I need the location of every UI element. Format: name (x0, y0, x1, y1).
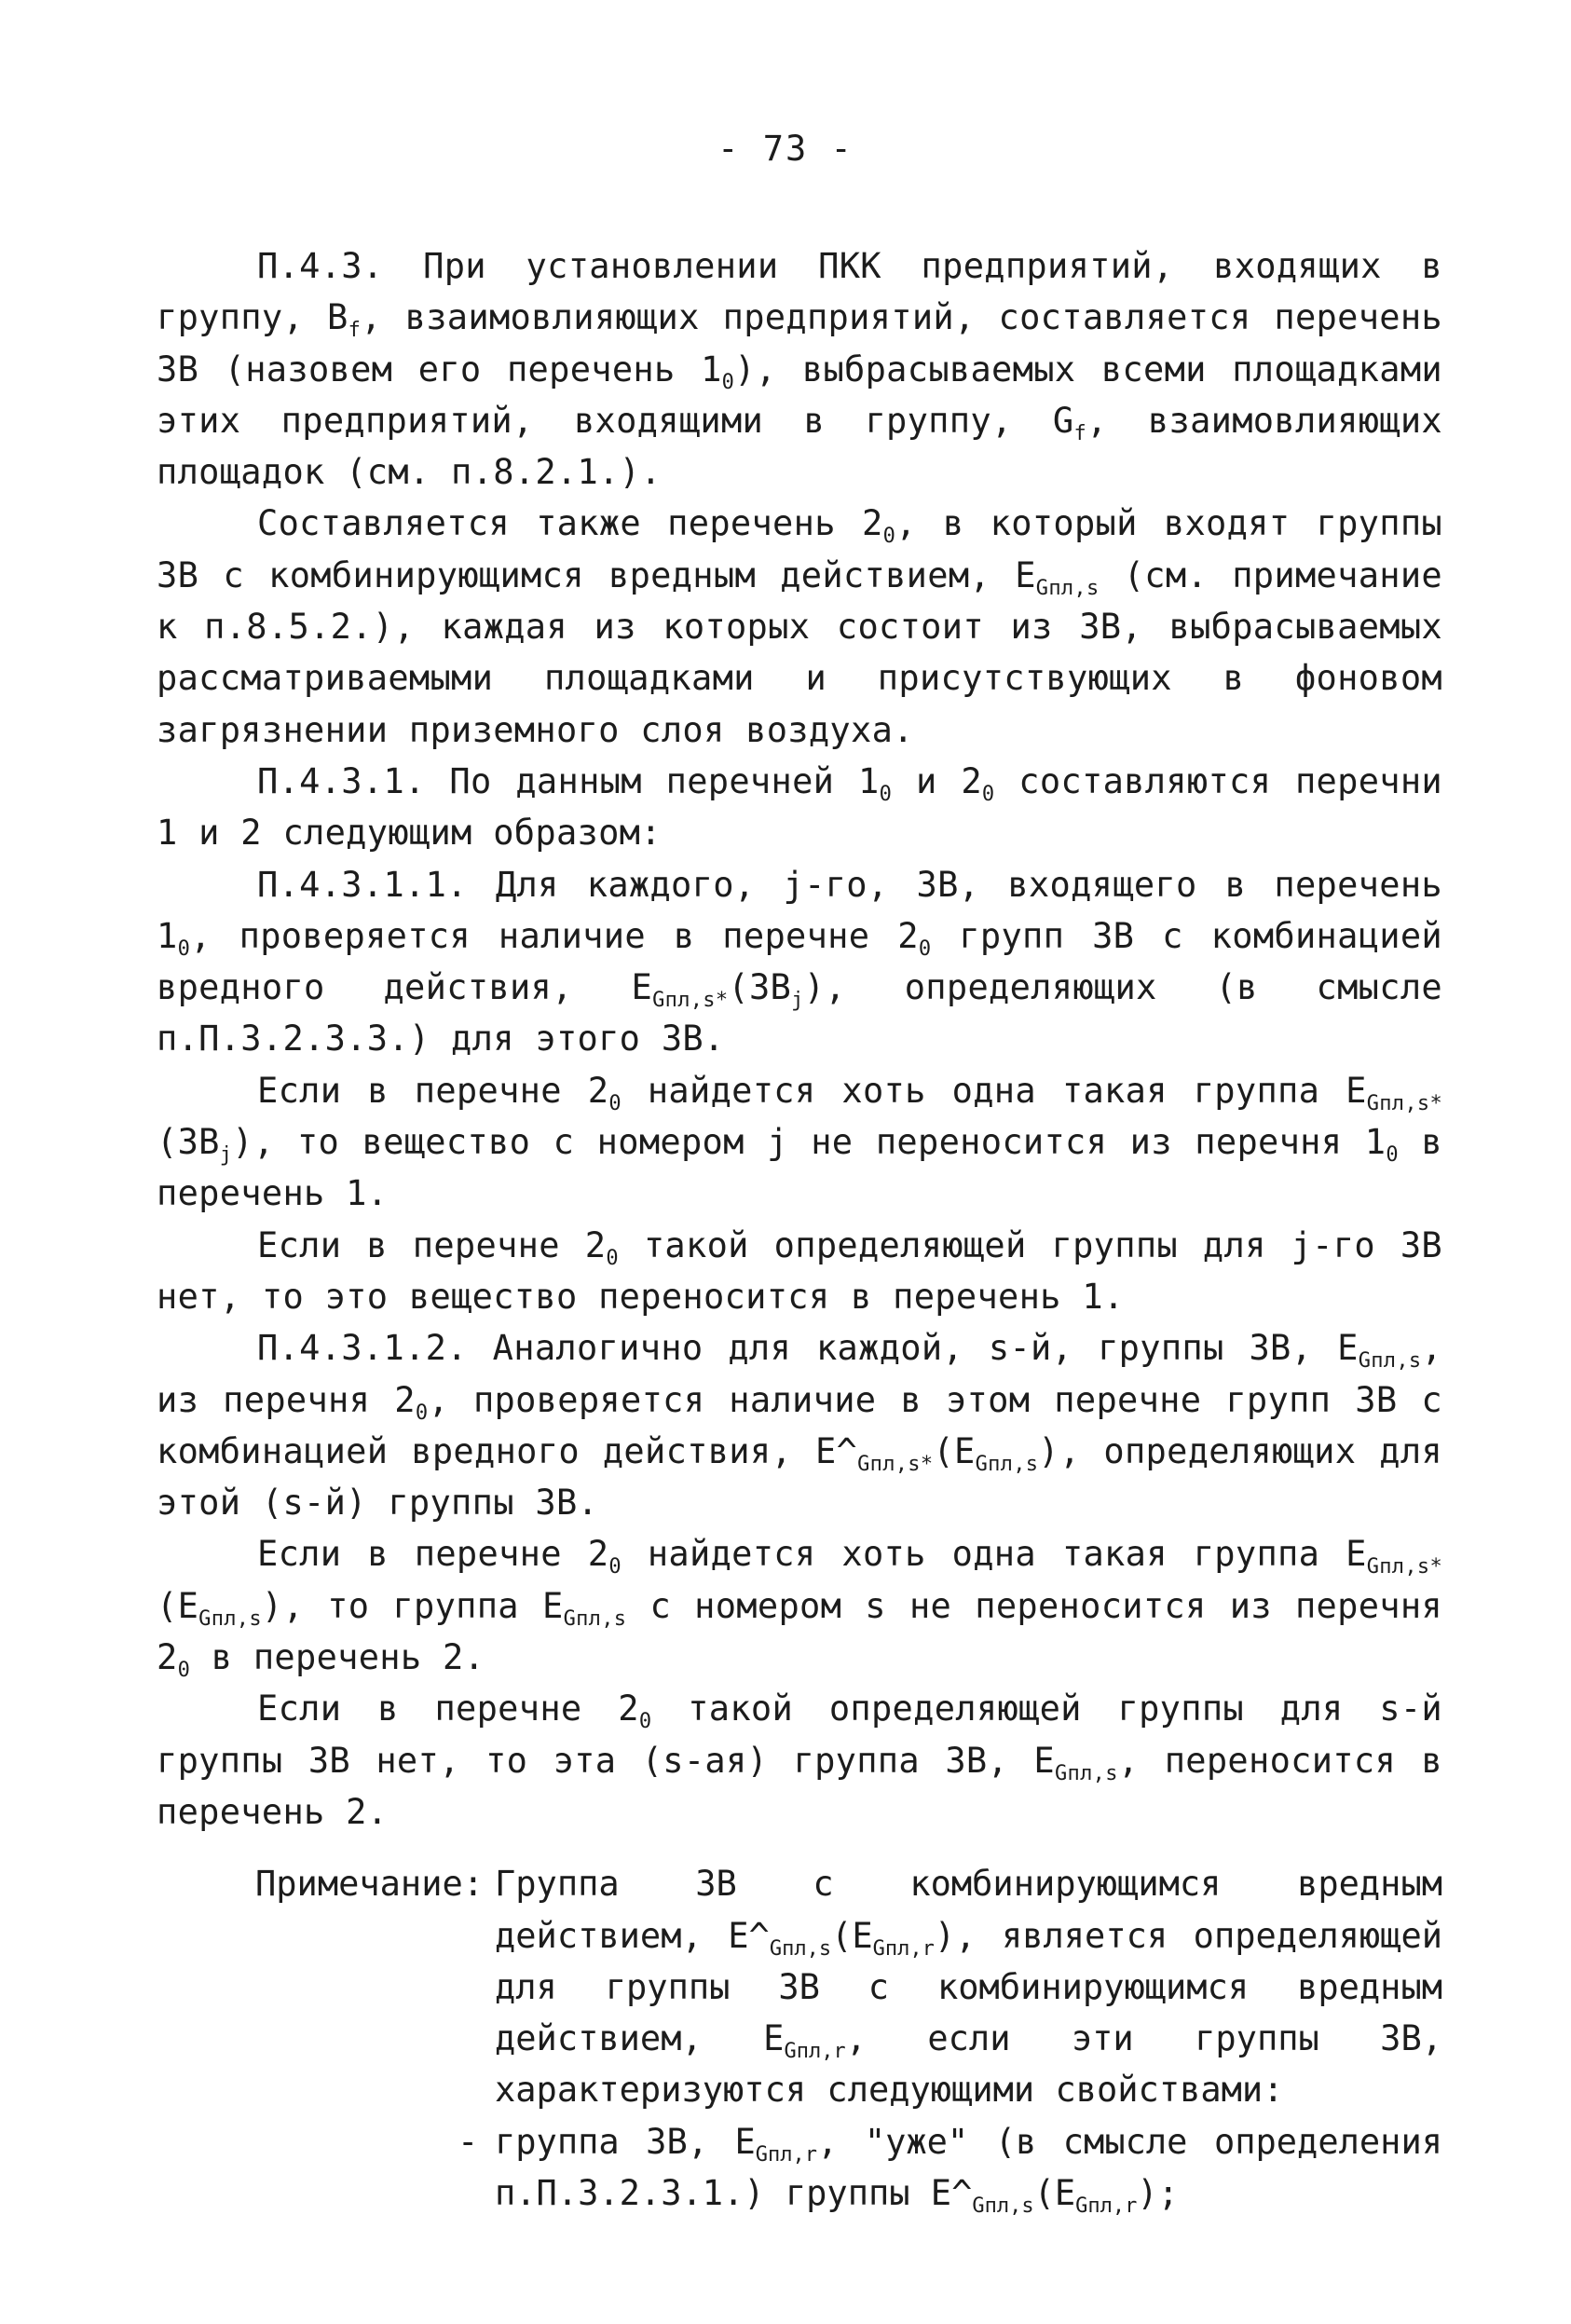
note-label: Примечание: (255, 1864, 485, 1905)
note-block (157, 1858, 1442, 2219)
paragraph-list-2: Составляется также перечень $2_0$, в который входят группы ЗВ с комбинирующимся вредным действием, $E_{Gпл,s}$ (см. примечание к п.8.5.2.), каждая из которых состоит из ЗВ, выбрасываемых рассматриваемыми площадками и присутствующих в фоновом загрязнении приземного слоя воздуха. (157, 503, 1442, 750)
note-list-item: - группа ЗВ, $E_{Gпл,r}$, "уже" (в смысле определения п.П.3.2.3.1.) группы $E\^{}_{Gпл,s}(E_{Gпл,r})$; (495, 2116, 1442, 2220)
paragraph-if-not-found-substance: Если в перечне $2_0$ такой определяющей группы для j-го ЗВ нет, то это вещество переносится в перечень 1. (157, 1224, 1443, 1317)
list-dash: - (458, 2121, 479, 2162)
paragraph-4-3-1-2: П.4.3.1.2. Аналогично для каждой, s-й, группы ЗВ, $E_{Gпл,s}$, из перечня $2_0$, проверяется наличие в этом перечне групп ЗВ с комбинацией вредного действия, $E\^{}_{Gпл,s*}(E_{Gпл,s})$, определяющих для этой (s-й) группы ЗВ. (157, 1328, 1442, 1524)
paragraph-if-not-found-group: Если в перечне $2_0$ такой определяющей группы для s-й группы ЗВ нет, то эта (s-ая) группа ЗВ, $E_{Gпл,s}$, переносится в перечень 2. (157, 1688, 1442, 1832)
document-body (157, 240, 1442, 2219)
page-number: - 73 - (717, 129, 854, 169)
paragraph-4-3-1: П.4.3.1. По данным перечней $1_0$ и $2_0$ составляются перечни 1 и 2 следующим образом: (157, 760, 1443, 854)
paragraph-if-found-substance: Если в перечне $2_0$ найдется хоть одна такая группа $E_{Gпл,s*}(ЗВ_j)$, то вещество с номером j не переносится из перечня $1_0$ в перечень 1. (157, 1070, 1442, 1214)
paragraph-4-3-1-1: П.4.3.1.1. Для каждого, j-го, ЗВ, входящего в перечень $1_0$, проверяется наличие в перечне $2_0$ групп ЗВ с комбинацией вредного действия, $E_{Gпл,s*}(ЗВ_j)$, определяющих (в смысле п.П.3.2.3.3.) для этого ЗВ. (157, 864, 1442, 1059)
paragraph-if-found-group: Если в перечне $2_0$ найдется хоть одна такая группа $E_{Gпл,s*}(E_{Gпл,s})$, то группа $E_{Gпл,s}$ с номером s не переносится из перечня $2_0$ в перечень 2. (157, 1534, 1443, 1683)
note-body: Группа ЗВ с комбинирующимся вредным действием, $E\^{}_{Gпл,s}(E_{Gпл,r})$, является определяющей для группы ЗВ с комбинирующимся вредным действием, $E_{Gпл,r}$, если эти группы ЗВ, характеризуются следующими свойствами: (495, 1864, 1443, 2111)
paragraph-4-3: П.4.3. При установлении ПКК предприятий, входящих в группу, $B_f$, взаимовлияющих предприятий, составляется перечень ЗВ (назовем его перечень $1_0$), выбрасываемых всеми площадками этих предприятий, входящими в группу, $G_f$, взаимовлияющих площадок (см. п.8.2.1.). (157, 246, 1442, 493)
